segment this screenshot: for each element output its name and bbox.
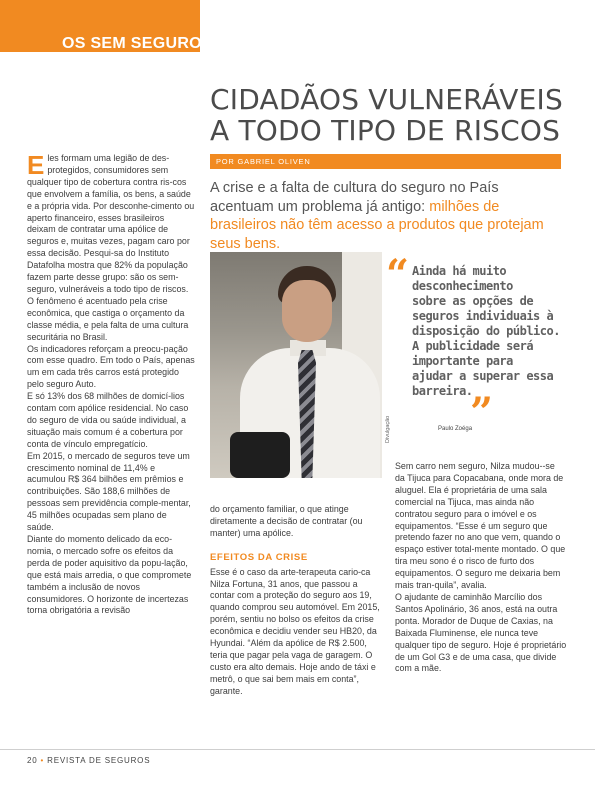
dek-text: A crise e a falta de cultura do seguro no País acentuam um problema já antigo: [210, 180, 499, 215]
paragraph: Diante do momento delicado da eco-nomia, o mercado sofre os efeitos da perda de poder aquisitivo da popu-lação, que está mais arredia, o que compromete também a inclusão de novos consumidores. O horizonte de incertezas torna obrigatória a revisão [27, 534, 192, 616]
paragraph: Sem carro nem seguro, Nilza mudou--se da Tijuca para Copacabana, onde mora de aluguel. Ela é proprietária de uma sala comercial na Tijuca, mas ainda não contratou seguro para o imóvel e os equipamentos. “Esse é um seguro que pretendo fazer no ano que vem, quando o espaço estiver total-mente montado. O que tira meu sono é o risco de furto dos equipamentos. O seguro me deixaria bem mais tran-quila”, avalia. [395, 461, 566, 591]
headline-line-2: A TODO TIPO DE RISCOS [210, 114, 561, 147]
paragraph-text: les formam uma legião de des-protegidos, consumidores sem qualquer tipo de cobertura contra ris-cos que envolvem a família, os bens, a saúde e a própria vida. Por desconhe-cimento ou aperto financeiro, esses brasileiros deixam de contratar uma apólice de seguros e, muitas vezes, pagam caro por essa decisão. Pesqui-sa do Instituto Datafolha mostra que 82% da população fazem parte desse grupo: são os sem-seguro, vulneráveis a todo tipo de riscos. O fenômeno é acentuado pela crise econômica, que castiga o orçamento da classe média, e pela falta de uma cultura securitária no Brasil. [27, 153, 195, 342]
close-quote-icon: ” [470, 389, 494, 436]
headline-line-1: CIDADÃOS VULNERÁVEIS [210, 83, 563, 116]
byline: POR GABRIEL OLIVEN [210, 154, 561, 169]
section-label: OS SEM SEGURO [62, 35, 202, 52]
dek [210, 179, 560, 253]
open-quote-icon: “ [386, 251, 410, 298]
pull-quote-line: ajudar a superar essa [412, 369, 554, 383]
pull-quote-line: A publicidade será [412, 339, 534, 353]
article-column-2 [210, 504, 382, 698]
pull-quote-line: seguros individuais à [412, 309, 554, 323]
publication-name: REVISTA DE SEGUROS [47, 756, 151, 765]
paragraph: Esse é o caso da arte-terapeuta cario-ca Nilza Fortuna, 31 anos, que passou a contar com a proteção do seguro aos 19, quando comprou seu automóvel. Em 2015, porém, sentiu no bolso os efeitos da crise econômica e decidiu vender seu HB20, da Hyundai. “Além da apólice de R$ 2.500, teria que pagar pela vaga de garagem. O custo era alto demais. Hoje ando de táxi e metrô, o que sai bem mais em conta”, garante. [210, 566, 380, 696]
paragraph: do orçamento familiar, o que atinge diretamente a decisão de contratar (ou manter) uma apólice. [210, 504, 363, 538]
page-footer [27, 756, 150, 765]
section-tab [0, 0, 200, 52]
pull-quote-line: importante para [412, 354, 513, 368]
pull-quote-line: sobre as opções de [412, 294, 534, 308]
article-column-1 [27, 150, 195, 617]
pull-quote-line: barreira. [412, 384, 473, 398]
pull-quote [412, 264, 572, 399]
quote-author: Paulo Zoéga [438, 426, 473, 432]
photo-credit: Divulgação [385, 415, 391, 443]
paragraph: O ajudante de caminhão Marcílio dos Santos Apolinário, 36 anos, está na outra ponta. Morador de Duque de Caxias, na Baixada Fluminense, ele nunca teve qualquer tipo de seguro. Hoje é proprietário de um Gol G3 e de uma casa, que divide com a mãe. [395, 591, 567, 674]
subheading: EFEITOS DA CRISE [210, 551, 308, 563]
page-number: 20 [27, 756, 38, 765]
footer-divider [0, 749, 595, 750]
paragraph: E só 13% dos 68 milhões de domicí-lios contam com apólice residencial. No caso do seguro de vida ou saúde individual, a situação mais comum é a cobertura por conta de vínculo empregatício. [27, 391, 189, 449]
paragraph: Em 2015, o mercado de seguros teve um crescimento nominal de 11,4% e acumulou R$ 364 bilhões em prêmios e contribuições. São 188,6 milhões de pessoas sem previdência comple-mentar, 45 milhões ocupadas sem plano de saúde. [27, 450, 191, 533]
article-column-3 [395, 461, 567, 675]
paragraph [27, 150, 195, 344]
pull-quote-line: disposição do público. [412, 324, 560, 338]
paragraph: Os indicadores reforçam a preocu-pação com esse quadro. Em todo o País, apenas um em cada três carros está protegido pelo seguro Auto. [27, 343, 195, 390]
pull-quote-line: desconhecimento [412, 279, 513, 293]
drop-cap: E [27, 150, 45, 180]
portrait-photo [210, 252, 382, 478]
headline [210, 84, 590, 146]
dek-highlight: milhões de brasileiros não têm acesso a produtos que protejam seus bens. [210, 198, 544, 252]
pull-quote-line: Ainda há muito [412, 264, 507, 278]
bullet-icon: • [40, 756, 45, 765]
